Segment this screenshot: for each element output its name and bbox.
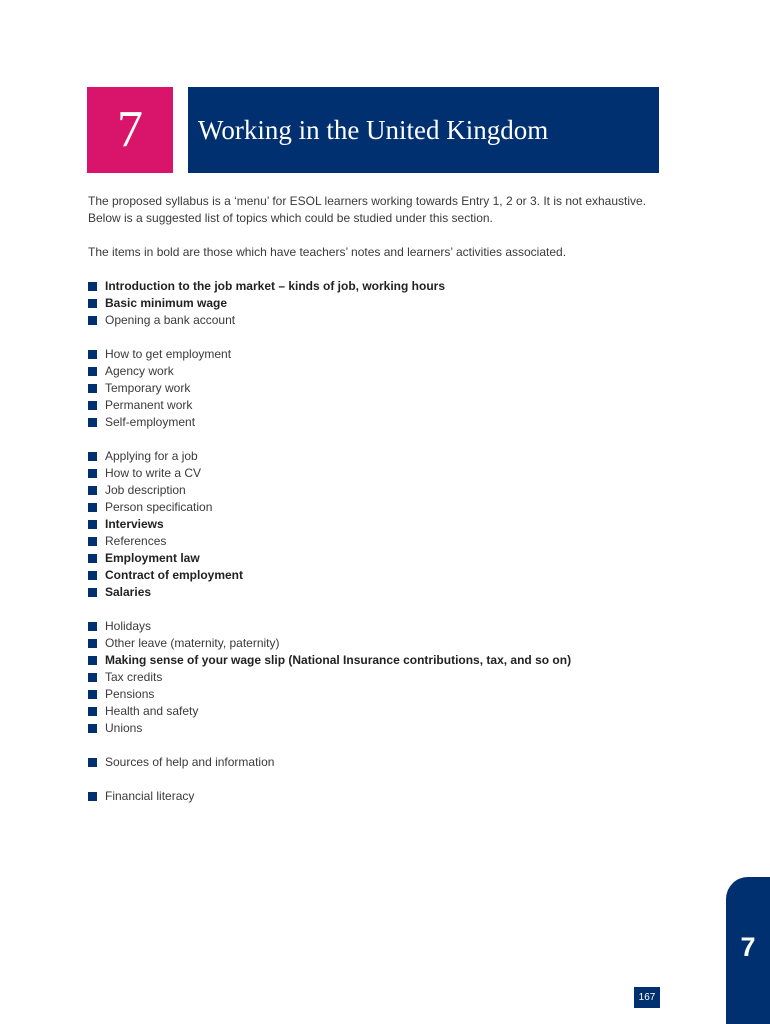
topic-item — [88, 635, 688, 652]
square-bullet-icon — [88, 401, 97, 410]
topic-item — [88, 720, 688, 737]
square-bullet-icon — [88, 282, 97, 291]
square-bullet-icon — [88, 554, 97, 563]
topic-label: Introduction to the job market – kinds of job, working hours — [105, 279, 446, 293]
topic-label: Contract of employment — [105, 568, 244, 582]
topic-label: Interviews — [105, 517, 164, 531]
topic-group — [88, 278, 688, 329]
topic-item — [88, 618, 688, 635]
square-bullet-icon — [88, 656, 97, 665]
topic-group — [88, 754, 688, 771]
square-bullet-icon — [88, 673, 97, 682]
square-bullet-icon — [88, 367, 97, 376]
topic-label: Permanent work — [105, 398, 193, 412]
topic-label: Holidays — [105, 619, 152, 633]
square-bullet-icon — [88, 350, 97, 359]
square-bullet-icon — [88, 299, 97, 308]
topic-label: Sources of help and information — [105, 755, 275, 769]
topic-item — [88, 703, 688, 720]
side-tab-number: 7 — [740, 932, 756, 962]
topic-label: Health and safety — [105, 704, 199, 718]
square-bullet-icon — [88, 758, 97, 767]
square-bullet-icon — [88, 503, 97, 512]
topic-group — [88, 448, 688, 601]
topic-item — [88, 533, 688, 550]
topic-item — [88, 363, 688, 380]
topic-item — [88, 516, 688, 533]
topic-label: References — [105, 534, 167, 548]
topic-label: Other leave (maternity, paternity) — [105, 636, 280, 650]
chapter-number-box — [87, 87, 173, 173]
topic-label: Temporary work — [105, 381, 191, 395]
topic-group — [88, 788, 688, 805]
square-bullet-icon — [88, 520, 97, 529]
topic-label: Pensions — [105, 687, 155, 701]
topic-label: Salaries — [105, 585, 152, 599]
topic-item — [88, 397, 688, 414]
topic-group — [88, 618, 688, 737]
topic-label: Opening a bank account — [105, 313, 236, 327]
topic-item — [88, 652, 688, 669]
topic-item — [88, 550, 688, 567]
topic-item — [88, 754, 688, 771]
topic-label: Basic minimum wage — [105, 296, 228, 310]
square-bullet-icon — [88, 452, 97, 461]
square-bullet-icon — [88, 537, 97, 546]
topic-label: How to get employment — [105, 347, 232, 361]
topic-item — [88, 788, 688, 805]
topic-item — [88, 482, 688, 499]
topic-item — [88, 346, 688, 363]
topic-label: Tax credits — [105, 670, 163, 684]
square-bullet-icon — [88, 418, 97, 427]
topic-item — [88, 414, 688, 431]
square-bullet-icon — [88, 469, 97, 478]
topic-list — [88, 278, 688, 822]
square-bullet-icon — [88, 622, 97, 631]
topic-label: Person specification — [105, 500, 213, 514]
square-bullet-icon — [88, 724, 97, 733]
topic-label: Self-employment — [105, 415, 196, 429]
square-bullet-icon — [88, 571, 97, 580]
topic-item — [88, 448, 688, 465]
page-number: 167 — [634, 987, 660, 1008]
topic-label: Financial literacy — [105, 789, 195, 803]
page-title: Working in the United Kingdom — [198, 115, 549, 145]
chapter-number: 7 — [117, 101, 143, 158]
topic-label: How to write a CV — [105, 466, 202, 480]
topic-label: Agency work — [105, 364, 174, 378]
topic-item — [88, 567, 688, 584]
square-bullet-icon — [88, 486, 97, 495]
topic-item — [88, 380, 688, 397]
topic-label: Employment law — [105, 551, 200, 565]
bold-items-note: The items in bold are those which have teachers’ notes and learners’ activities associated. — [88, 245, 567, 259]
intro-paragraph: The proposed syllabus is a ‘menu’ for ESOL learners working towards Entry 1, 2 or 3. It is not exhaustive. Below is a suggested list of topics which could be studied under this section. — [88, 194, 647, 225]
topic-label: Applying for a job — [105, 449, 198, 463]
topic-item — [88, 669, 688, 686]
square-bullet-icon — [88, 707, 97, 716]
topic-group — [88, 346, 688, 431]
square-bullet-icon — [88, 384, 97, 393]
topic-item — [88, 278, 688, 295]
square-bullet-icon — [88, 639, 97, 648]
topic-item — [88, 686, 688, 703]
square-bullet-icon — [88, 690, 97, 699]
topic-item — [88, 295, 688, 312]
square-bullet-icon — [88, 588, 97, 597]
square-bullet-icon — [88, 316, 97, 325]
topic-item — [88, 465, 688, 482]
square-bullet-icon — [88, 792, 97, 801]
topic-item — [88, 312, 688, 329]
title-bar — [188, 87, 659, 173]
topic-item — [88, 499, 688, 516]
topic-label: Making sense of your wage slip (National Insurance contributions, tax, and so on) — [105, 653, 572, 667]
topic-item — [88, 584, 688, 601]
topic-label: Job description — [105, 483, 186, 497]
topic-label: Unions — [105, 721, 143, 735]
